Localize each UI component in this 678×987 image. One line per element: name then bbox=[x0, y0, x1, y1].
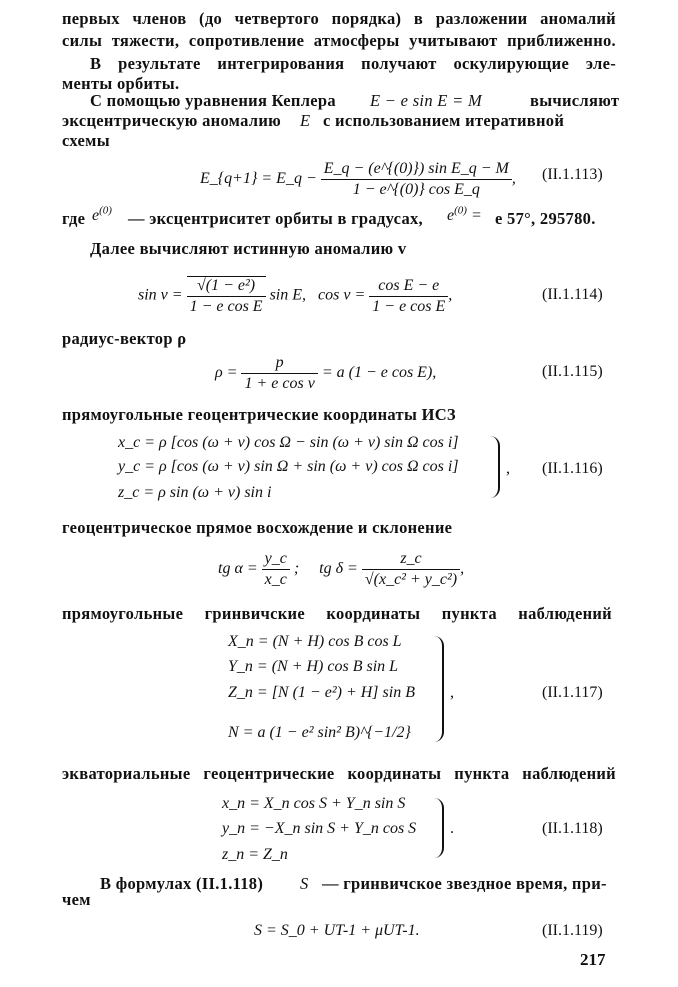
equation-116-line: y_c = ρ [cos (ω + v) sin Ω + sin (ω + v) cos Ω cos i] bbox=[118, 458, 459, 475]
eq-lhs: sin v = bbox=[138, 286, 183, 304]
equation-118-line: z_n = Z_n bbox=[222, 846, 288, 863]
text-line: Далее вычисляют истинную аномалию v bbox=[90, 239, 407, 258]
inline-math: $e^{(0)}$ bbox=[92, 204, 112, 224]
text-line: эксцентрическую аномалию bbox=[62, 111, 282, 130]
text-line: вычисляют bbox=[530, 91, 620, 110]
fraction bbox=[362, 550, 460, 589]
text-line: радиус-вектор ρ bbox=[62, 329, 187, 348]
denominator: √(x_c² + y_c²) bbox=[362, 569, 460, 589]
comma: , bbox=[450, 684, 454, 701]
text-line: силы тяжести, сопротивление атмосферы учитывают приближенно. bbox=[62, 31, 616, 50]
numerator: cos E − e bbox=[378, 276, 440, 294]
text-line: схемы bbox=[62, 131, 110, 150]
text-line: геоцентрическое прямое восхождение и склонение bbox=[62, 518, 453, 537]
equation-number: (II.1.117) bbox=[542, 684, 603, 701]
text-line: В формулах (II.1.118) bbox=[100, 874, 264, 893]
eq-lhs: ρ = bbox=[215, 364, 238, 382]
denominator: 1 + e cos v bbox=[241, 373, 317, 393]
equation-number: (II.1.119) bbox=[542, 922, 603, 939]
equation-117-line: Z_n = [N (1 − e²) + H] sin B bbox=[228, 684, 415, 701]
inline-math: S bbox=[300, 874, 309, 893]
right-brace bbox=[432, 636, 444, 742]
denominator: 1 − e cos E bbox=[369, 296, 448, 316]
right-brace bbox=[434, 798, 444, 858]
equation-117-line: X_n = (N + H) cos B cos L bbox=[228, 633, 402, 650]
text-line: — эксцентриситет орбиты в градусах, bbox=[128, 209, 423, 228]
period: . bbox=[450, 820, 454, 837]
fraction bbox=[262, 550, 290, 589]
equation-115 bbox=[215, 354, 436, 393]
equation-114: sin v = $\frac{\text{√(1 − e²)}}{\text{1 − e cos E}}$ sin E, cos v = $\frac{\text{cos E − e}}{\text{1 − e cos E}}$ , bbox=[138, 276, 453, 315]
eq-lhs: E_{q+1} = E_q − bbox=[200, 170, 317, 188]
eq-term: sin E, bbox=[269, 286, 307, 304]
fraction bbox=[187, 276, 266, 316]
equation-number: (II.1.118) bbox=[542, 820, 603, 837]
text-line: с использованием итеративной bbox=[323, 111, 565, 130]
eq-lhs: cos v = bbox=[318, 286, 366, 304]
equation-116-line: x_c = ρ [cos (ω + v) cos Ω − sin (ω + v) sin Ω cos i] bbox=[118, 434, 459, 451]
eq-lhs: tg δ = bbox=[319, 560, 358, 578]
text-line: первых членов (до четвертого порядка) в разложении аномалий bbox=[62, 9, 616, 28]
fraction bbox=[241, 354, 317, 393]
text-line: С помощью уравнения Кеплера bbox=[90, 91, 336, 110]
text-line: экваториальные геоцентрические координаты пункта наблюдений bbox=[62, 764, 616, 783]
numerator: √(1 − e²) bbox=[187, 276, 266, 296]
text-line: e 57°, 295780. bbox=[495, 209, 596, 228]
text-line: — гринвичское звездное время, при- bbox=[322, 874, 607, 893]
denominator: x_c bbox=[262, 569, 290, 589]
equation-number: (II.1.114) bbox=[542, 286, 603, 303]
inline-math: E bbox=[300, 111, 311, 130]
equation-118-line: y_n = −X_n sin S + Y_n cos S bbox=[222, 820, 417, 837]
eq-lhs: tg α = bbox=[218, 560, 258, 578]
fraction bbox=[321, 160, 512, 199]
text-line: прямоугольные гринвичские координаты пункта наблюдений bbox=[62, 604, 612, 623]
text-line: В результате интегрирования получают оскулирующие эле- bbox=[90, 54, 616, 73]
comma: , bbox=[506, 460, 510, 477]
text-line: где bbox=[62, 209, 86, 228]
equation-117-line: N = a (1 − e² sin² B)^{−1/2} bbox=[228, 724, 411, 741]
numerator: z_c bbox=[400, 550, 422, 567]
equation-tg: tg α = $\frac{y\_c}{x\_c}$ ; tg δ = $\frac{z\_c}{\text{√(x\_c² + y\_c²)}}$ , bbox=[218, 550, 465, 588]
text-line: чем bbox=[62, 890, 91, 909]
equation-119: S = S_0 + UT-1 + μUT-1. bbox=[254, 922, 420, 939]
equation-113: E_{q+1} = E_q − $\frac{\text{E\_q − (e\textasciicircum{}\{(0)\}) sin E\_q − M}}{\text{1 − e\textasciicircum{}\{(0)\} cos E\_q}}$ , bbox=[200, 160, 516, 198]
equation-number: (II.1.116) bbox=[542, 460, 603, 477]
page-number: 217 bbox=[580, 950, 606, 969]
right-brace bbox=[490, 436, 500, 498]
fraction bbox=[369, 277, 448, 316]
equation-117-line: Y_n = (N + H) cos B sin L bbox=[228, 658, 399, 675]
numerator: y_c bbox=[264, 550, 287, 567]
equation-number: (II.1.115) bbox=[542, 363, 603, 380]
text-line: прямоугольные геоцентрические координаты ИСЗ bbox=[62, 405, 456, 424]
equation-118-line: x_n = X_n cos S + Y_n sin S bbox=[222, 795, 406, 812]
denominator: 1 − e^{(0)} cos E_q bbox=[321, 179, 512, 199]
equation-number: (II.1.113) bbox=[542, 166, 603, 183]
equation-116-line: z_c = ρ sin (ω + v) sin i bbox=[118, 484, 272, 501]
text-line: менты орбиты. bbox=[62, 74, 180, 93]
eq-term: = a (1 − e cos E), bbox=[321, 364, 437, 382]
numerator: p bbox=[275, 354, 284, 371]
inline-math: $e^{(0)}$ = bbox=[447, 204, 482, 224]
denominator: 1 − e cos E bbox=[187, 296, 266, 316]
inline-math: E − e sin E = M bbox=[370, 91, 482, 110]
numerator: E_q − (e^{(0)}) sin E_q − M bbox=[323, 160, 509, 177]
